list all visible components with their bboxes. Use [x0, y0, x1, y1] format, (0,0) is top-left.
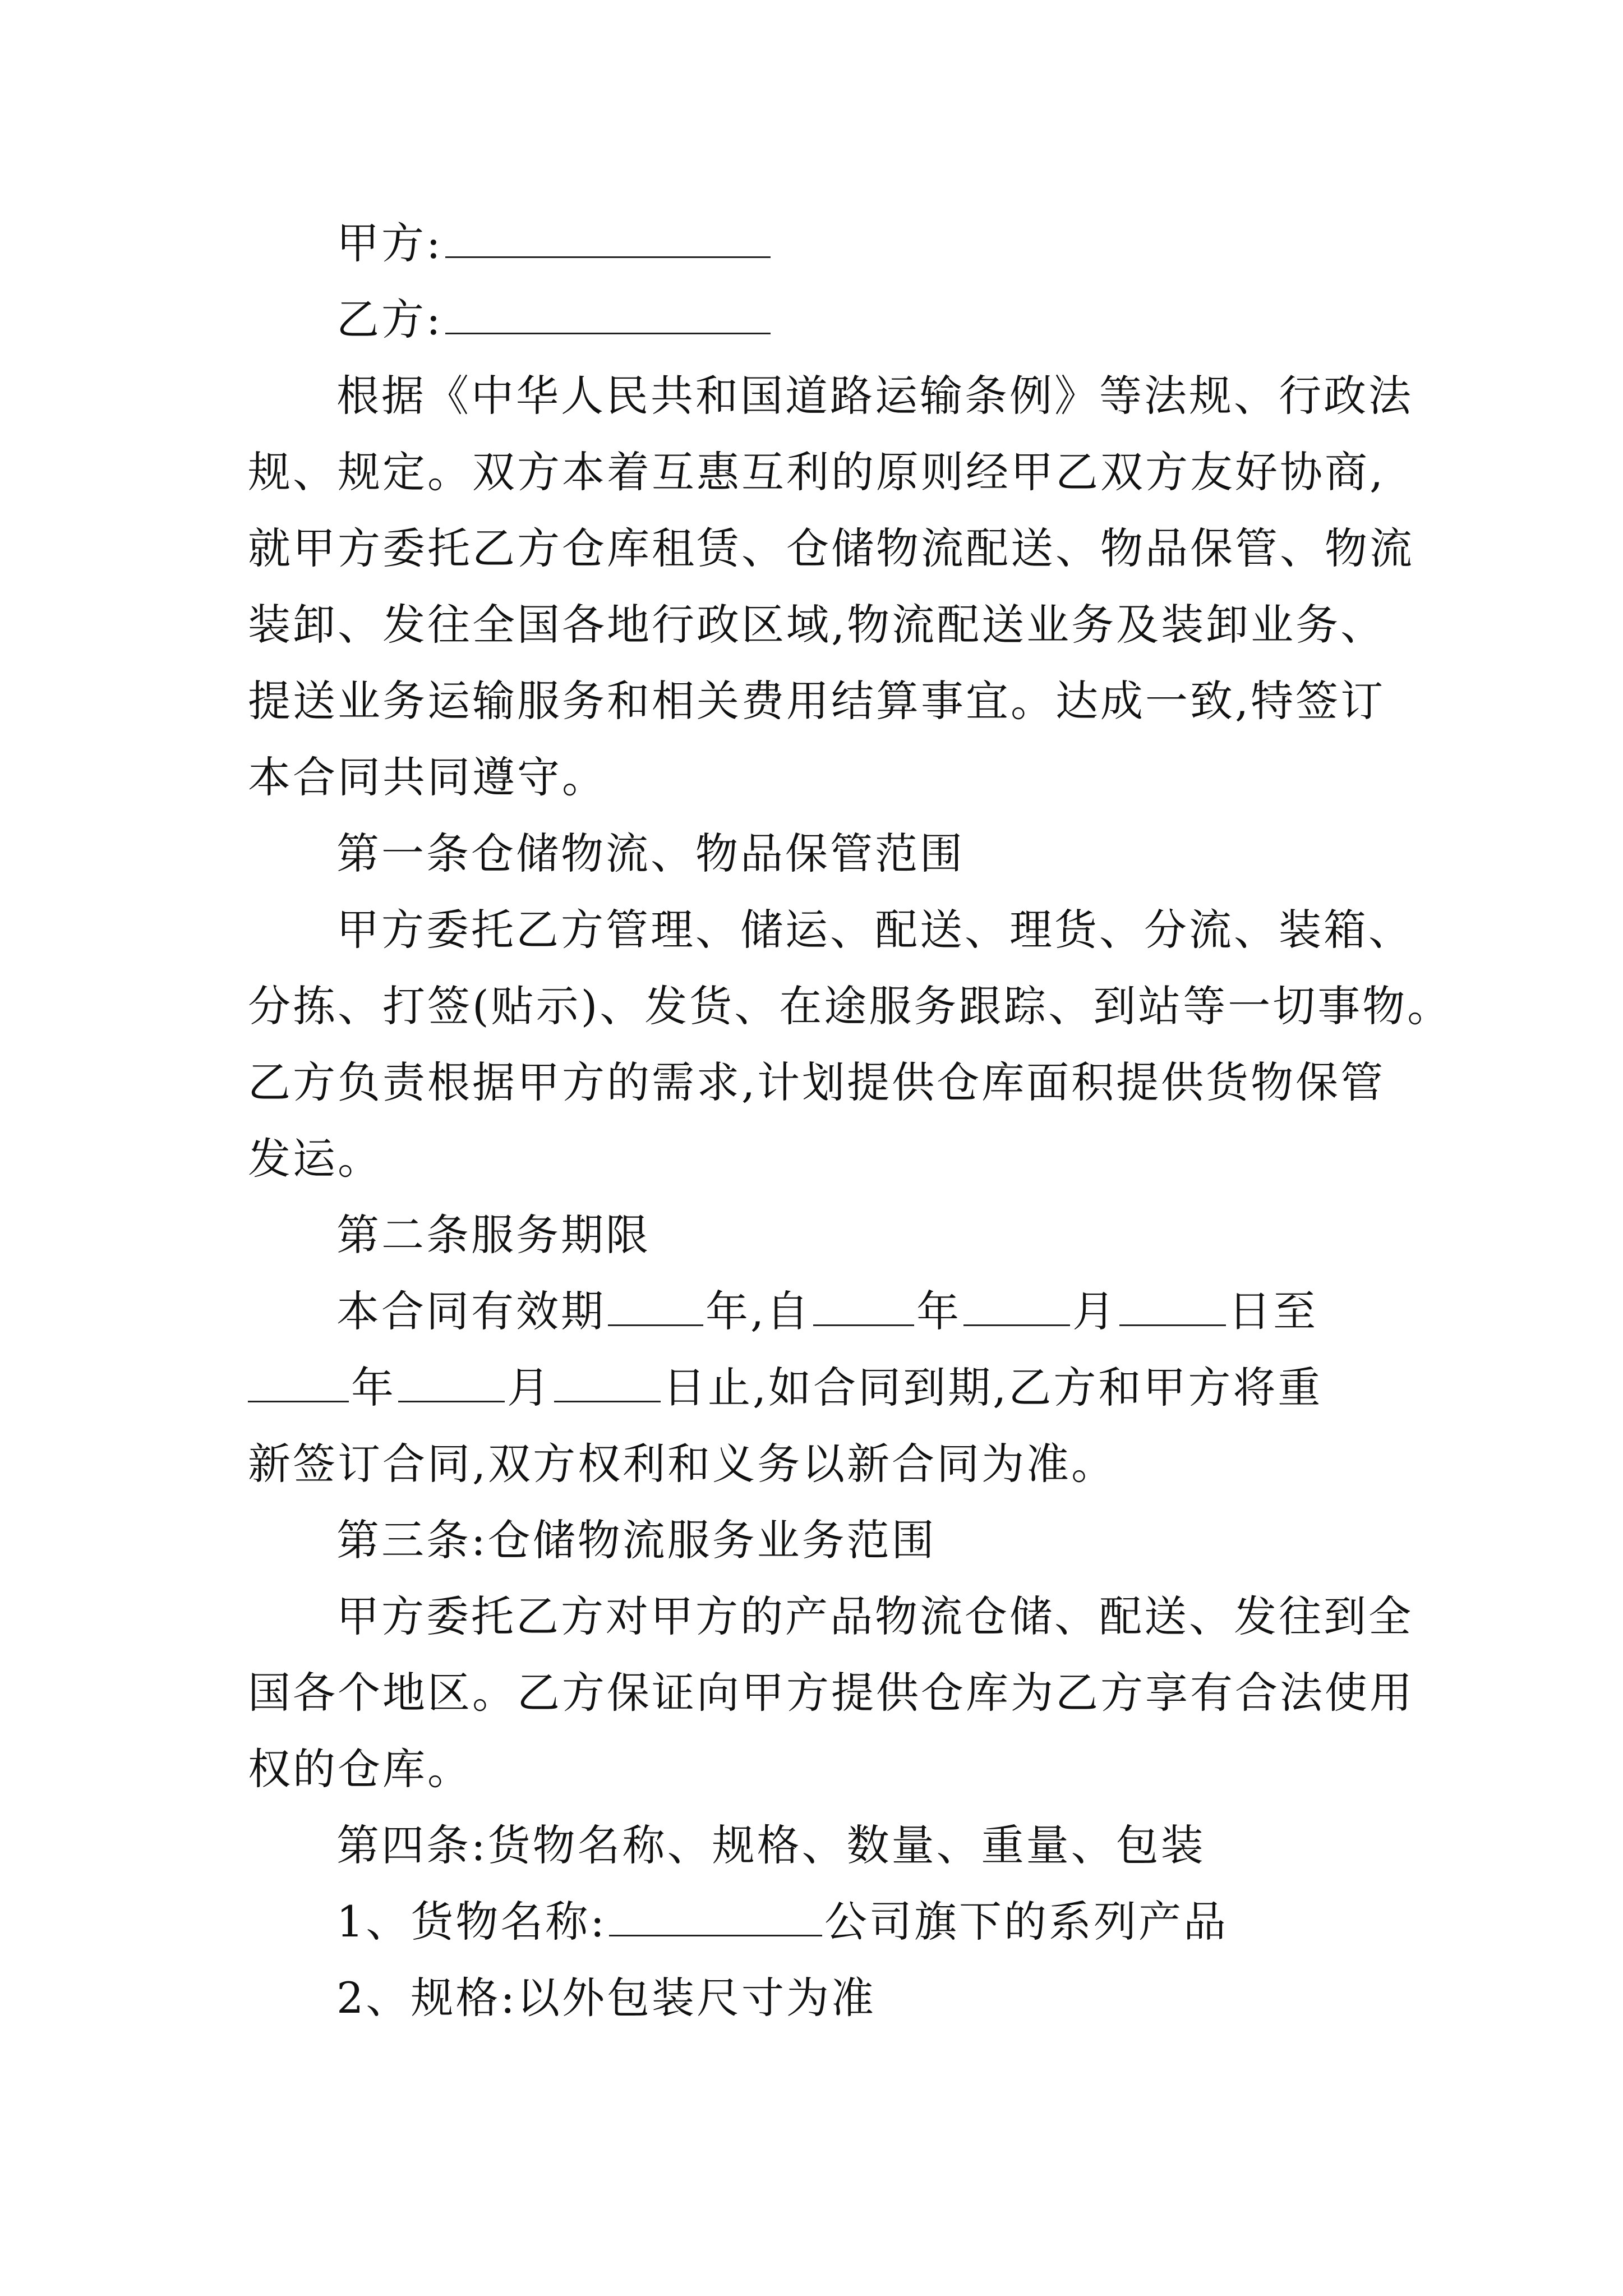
article-1-line-2: 分拣、打签(贴示)、发货、在途服务跟踪、到站等一切事物。 — [248, 981, 1453, 1031]
article-2-line-2 — [248, 1360, 1322, 1416]
intro-line-1: 根据《中华人民共和国道路运输条例》等法规、行政法 — [336, 371, 1413, 421]
term-years-blank — [608, 1285, 703, 1326]
party-a-blank — [445, 217, 771, 258]
party-a-line — [336, 215, 773, 272]
article-3-title: 第三条:仓储物流服务业务范围 — [336, 1515, 937, 1565]
party-b-label: 乙方: — [336, 295, 443, 344]
article-1-line-3: 乙方负责根据甲方的需求,计划提供仓库面积提供货物保管 — [248, 1057, 1386, 1107]
article-1-title: 第一条仓储物流、物品保管范围 — [336, 829, 965, 878]
intro-line-2: 规、规定。双方本着互惠互利的原则经甲乙双方友好协商, — [248, 447, 1386, 497]
start-month-label: 月 — [1072, 1286, 1118, 1336]
end-day-blank — [554, 1361, 661, 1402]
intro-line-4: 装卸、发往全国各地行政区域,物流配送业务及装卸业务、 — [248, 600, 1386, 650]
start-year-label: 年 — [916, 1286, 962, 1336]
article-4-item-2: 2、规格:以外包装尺寸为准 — [336, 1973, 876, 2023]
article-4-title: 第四条:货物名称、规格、数量、重量、包装 — [336, 1820, 1206, 1870]
article-3-line-3: 权的仓库。 — [248, 1744, 472, 1794]
term-from-label: 年,自 — [706, 1286, 811, 1336]
end-year-blank — [248, 1361, 349, 1402]
end-day-label: 日止,如合同到期,乙方和甲方将重 — [663, 1363, 1323, 1412]
goods-name-label: 1、货物名称: — [336, 1897, 607, 1947]
goods-name-suffix: 公司旗下的系列产品 — [824, 1897, 1228, 1947]
end-year-label: 年 — [351, 1363, 396, 1412]
party-a-label: 甲方: — [336, 218, 443, 268]
article-4-item-1 — [336, 1894, 1228, 1950]
party-b-line — [336, 292, 773, 348]
start-month-blank — [963, 1285, 1070, 1326]
article-3-line-1: 甲方委托乙方对甲方的产品物流仓储、配送、发往到全 — [336, 1591, 1413, 1641]
start-day-label: 日至 — [1228, 1286, 1318, 1336]
article-2-line-1 — [336, 1283, 1318, 1340]
article-1-line-4: 发运。 — [248, 1134, 382, 1184]
start-day-blank — [1119, 1285, 1226, 1326]
intro-line-3: 就甲方委托乙方仓库租赁、仓储物流配送、物品保管、物流 — [248, 523, 1414, 573]
intro-line-6: 本合同共同遵守。 — [248, 752, 607, 802]
end-month-blank — [398, 1361, 505, 1402]
article-1-line-1: 甲方委托乙方管理、储运、配送、理货、分流、装箱、 — [336, 905, 1413, 955]
article-2-line-3: 新签订合同,双方权利和义务以新合同为准。 — [248, 1439, 1117, 1489]
party-b-blank — [445, 293, 771, 334]
goods-name-blank — [609, 1895, 822, 1936]
intro-line-5: 提送业务运输服务和相关费用结算事宜。达成一致,特签订 — [248, 676, 1386, 726]
end-month-label: 月 — [507, 1363, 552, 1412]
article-3-line-2: 国各个地区。乙方保证向甲方提供仓库为乙方享有合法使用 — [248, 1668, 1414, 1718]
article-2-title: 第二条服务期限 — [336, 1210, 651, 1260]
start-year-blank — [813, 1285, 914, 1326]
term-label: 本合同有效期 — [336, 1286, 606, 1336]
